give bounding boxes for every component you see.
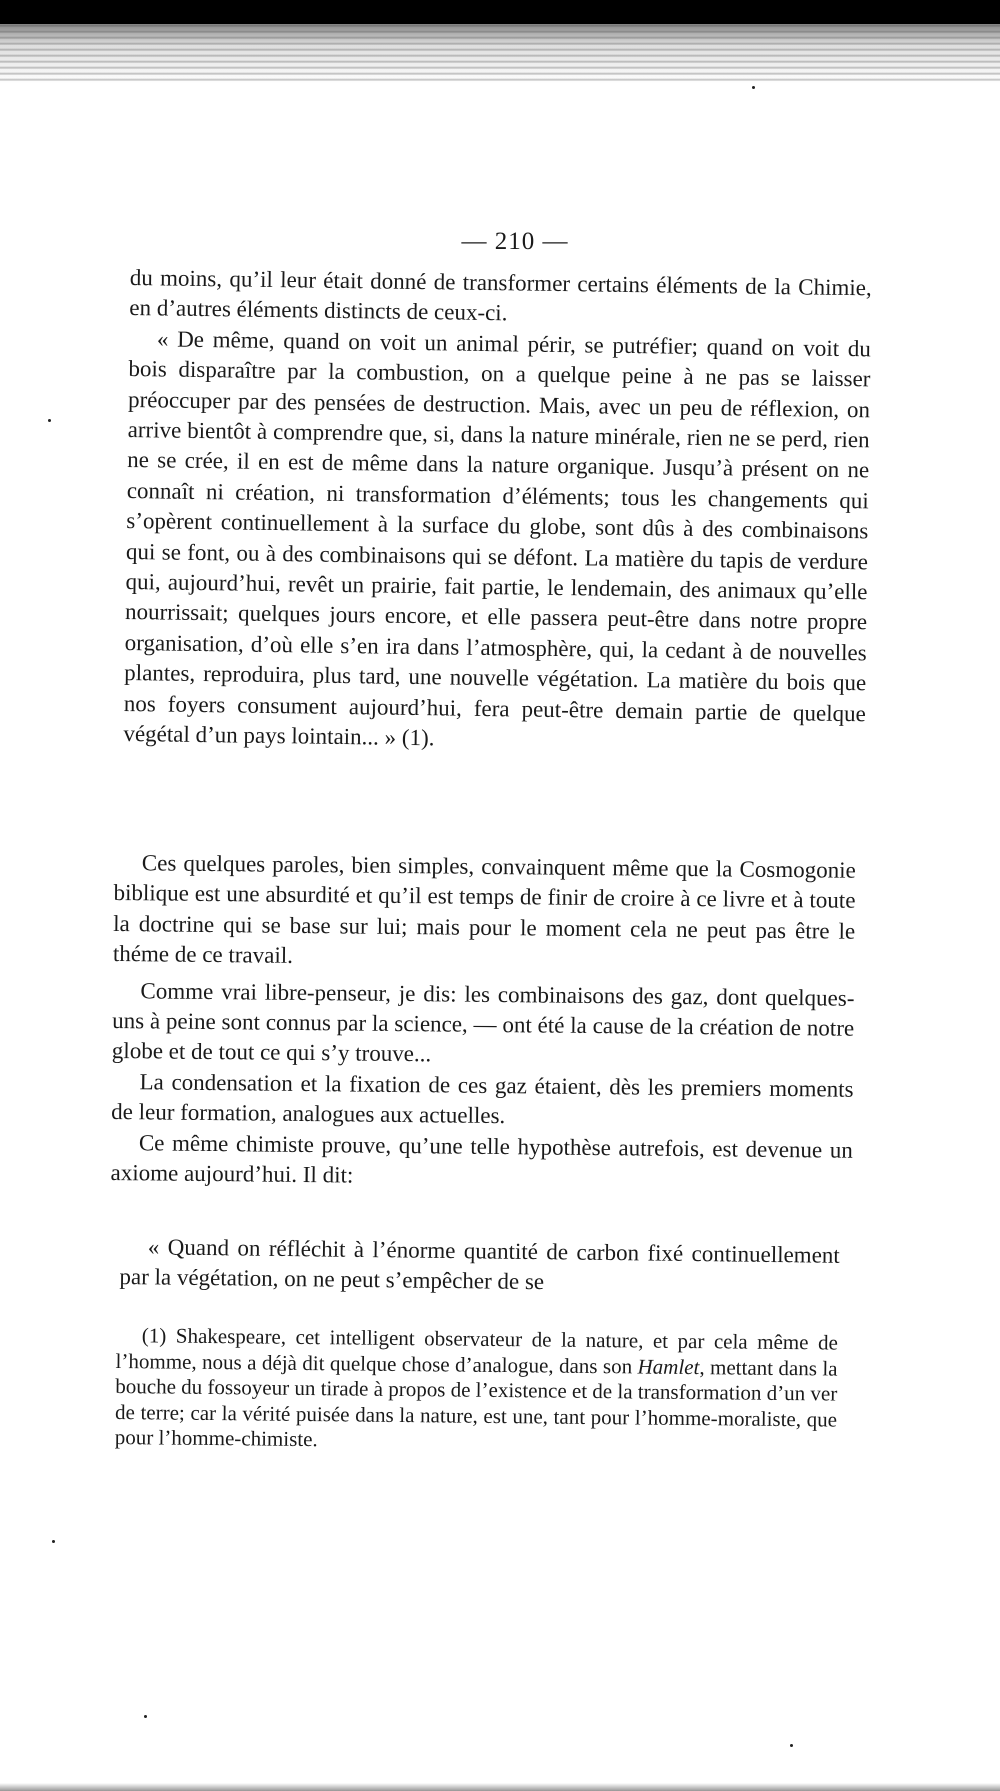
footnote-title-italic: Hamlet: [637, 1353, 700, 1379]
scan-speck: [752, 86, 755, 89]
paragraph-continuation: du moins, qu’il leur était donné de transformer certains éléments de la Chimie, en d’autres éléments distincts de ceux-ci.: [129, 264, 872, 326]
page-number: — 210 —: [461, 228, 569, 255]
footnote: [115, 1323, 838, 1458]
paragraph: Comme vrai libre-penseur, je dis: les combinaisons des gaz, dont quelques-uns à peine sont connus par la science, — ont été la cause de la création de notre globe et de tout ce qui s’y trouve...: [111, 977, 855, 1067]
scan-bottom-edge: [0, 1783, 1000, 1791]
paragraph: Ce même chimiste prouve, qu’une telle hypothèse autrefois, est devenue un axiome aujourd’hui. Il dit:: [110, 1129, 854, 1188]
scan-speck: [144, 1715, 147, 1718]
footnote-text-start: Shakespeare, cet intelligent observateur de la nature, et par cela même de l’homme, nous a déjà dit quelque chose d’analogue, dans son: [115, 1323, 838, 1378]
footnote-marker: (1): [141, 1323, 167, 1348]
scan-speck: [52, 1540, 55, 1543]
main-text-middle: [110, 848, 856, 1202]
scan-speck: [48, 419, 51, 422]
paragraph: Ces quelques paroles, bien simples, convainquent même que la Cosmogonie biblique est une absurdité et qu’il est temps de finir de croire à ce livre et à toute la doctrine qui se base sur lui; mais pour le moment cela ne peut pas être le théme de ce travail.: [112, 850, 856, 969]
footnote-text-end: , mettant dans la bouche du fossoyeur un tirade à propos de l’existence et de la transformation d’un ver de terre; car la vérité puisée dans la nature, est une, tant pour l’homme-moraliste, que pour l’homme-chimiste.: [114, 1354, 838, 1452]
scan-top-edge: [0, 0, 1000, 24]
scan-speck: [790, 1744, 793, 1747]
paragraph-quote: « De même, quand on voit un animal périr, se putréfier; quand on voit du bois disparaître par la combustion, on a quelque peine à ne pas se laisser préoccuper par des pensées de destruction. Mais, avec un peu de réflexion, on arrive bientôt à comprendre que, si, dans la nature minérale, rien ne se perd, rien ne se crée, il en est de même dans la nature organique. Jusqu’à présent on ne connaît ni création, ni transformation d’éléments; tous les changements qui s’opèrent continuellement à la surface du globe, sont dûs à des combinaisons qui se font, ou à des combinaisons qui se défont. La matière du tapis de verdure qui, aujourd’hui, revêt un prairie, fait partie, le lendemain, des animaux qu’elle nourrissait; quelques jours encore, et elle passera peut-être dans notre propre organisation, d’où elle s’en ira dans l’atmosphère, qui, la cedant à de nouvelles plantes, reproduira, plus tard, une nouvelle végétation. La matière du bois que nos foyers consument aujourd’hui, fera peut-être demain partie de quelque végétal d’un pays lointain... » (1).: [123, 326, 872, 751]
main-text-top: [123, 263, 872, 760]
main-text-bottom: [119, 1232, 840, 1302]
footnote-text: [115, 1323, 838, 1458]
paragraph: La condensation et la fixation de ces gaz étaient, dès les premiers moments de leur formation, analogues aux actuelles.: [111, 1069, 854, 1129]
paragraph-quote: « Quand on réfléchit à l’énorme quantité de carbon fixé continuellement par la végétation, on ne peut s’empêcher de se: [119, 1234, 840, 1295]
scan-top-fringe: [0, 24, 1000, 84]
